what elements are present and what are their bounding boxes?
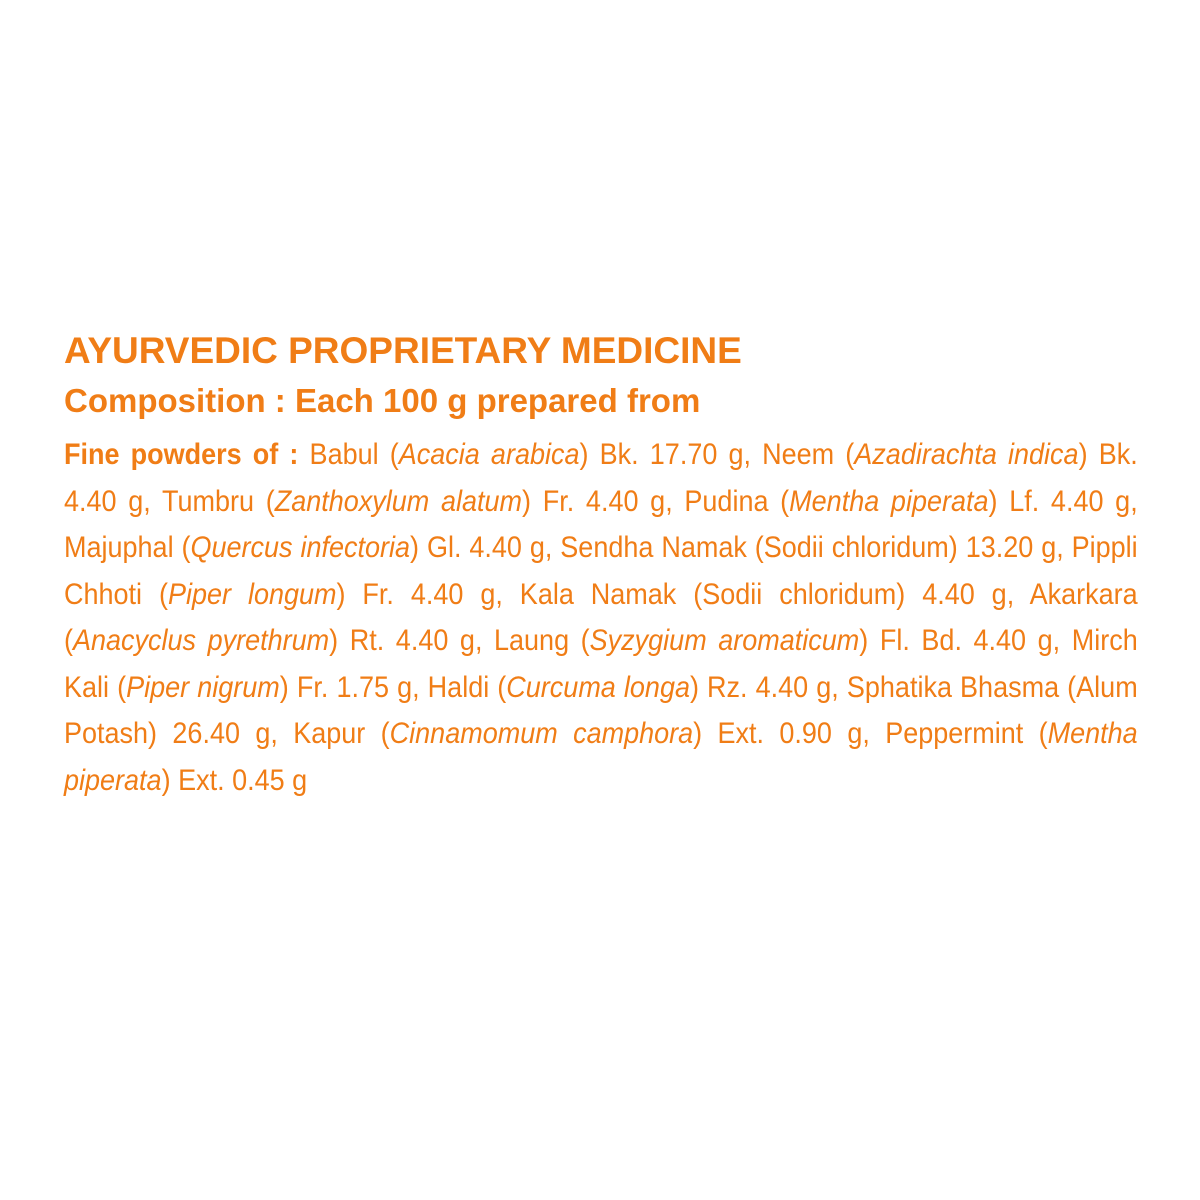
ingredient-text: ) Fr. 4.40 g, Kala Namak (Sodii chloridum) 4.40 g, Akarkara ( xyxy=(64,577,1138,657)
ingredient-text: ) Fr. 4.40 g, Pudina ( xyxy=(522,484,790,518)
medicine-type-heading: AYURVEDIC PROPRIETARY MEDICINE xyxy=(64,330,742,371)
ingredient-text: ) Rz. 4.40 g, Sphatika Bhasma (Alum Potash) 26.40 g, Kapur ( xyxy=(64,670,1138,750)
scientific-name: Quercus infectoria xyxy=(190,531,411,564)
scientific-name: Mentha piperata xyxy=(789,484,989,518)
scientific-name: Mentha piperata xyxy=(64,717,1138,797)
scientific-name: Syzygium aromaticum xyxy=(589,624,860,657)
ingredient-text: ) Gl. 4.40 g, Sendha Namak (Sodii chloridum) 13.20 g, Pippli Chhoti ( xyxy=(64,531,1138,611)
composition-ingredients xyxy=(64,438,1138,797)
scientific-name: Anacyclus pyrethrum xyxy=(73,624,330,657)
ingredient-text: ) Bk. 4.40 g, Tumbru ( xyxy=(64,438,1138,518)
composition-text xyxy=(64,432,1138,804)
composition-lead: Fine powders of : xyxy=(64,438,299,471)
ingredient-text: ) Fr. 1.75 g, Haldi ( xyxy=(279,670,507,704)
ingredient-text: ) Ext. 0.90 g, Peppermint ( xyxy=(693,717,1048,750)
ingredient-text: ) Ext. 0.45 g xyxy=(161,763,308,797)
scientific-name: Piper longum xyxy=(167,577,337,611)
scientific-name: Curcuma longa xyxy=(506,670,690,704)
ingredient-text: ) Fl. Bd. 4.40 g, Mirch Kali ( xyxy=(64,624,1138,704)
ingredient-text: ) Lf. 4.40 g, Majuphal ( xyxy=(64,484,1138,564)
ingredient-text: Babul ( xyxy=(298,438,399,471)
scientific-name: Piper nigrum xyxy=(126,670,280,704)
scientific-name: Azadirachta indica xyxy=(854,438,1079,471)
scientific-name: Cinnamomum camphora xyxy=(389,717,694,750)
ingredient-text: ) Rt. 4.40 g, Laung ( xyxy=(329,624,590,657)
scientific-name: Zanthoxylum alatum xyxy=(274,484,523,518)
composition-heading: Composition : Each 100 g prepared from xyxy=(64,382,701,419)
scientific-name: Acacia arabica xyxy=(398,438,580,471)
ingredient-label xyxy=(64,328,1138,804)
ingredient-text: ) Bk. 17.70 g, Neem ( xyxy=(579,438,855,471)
